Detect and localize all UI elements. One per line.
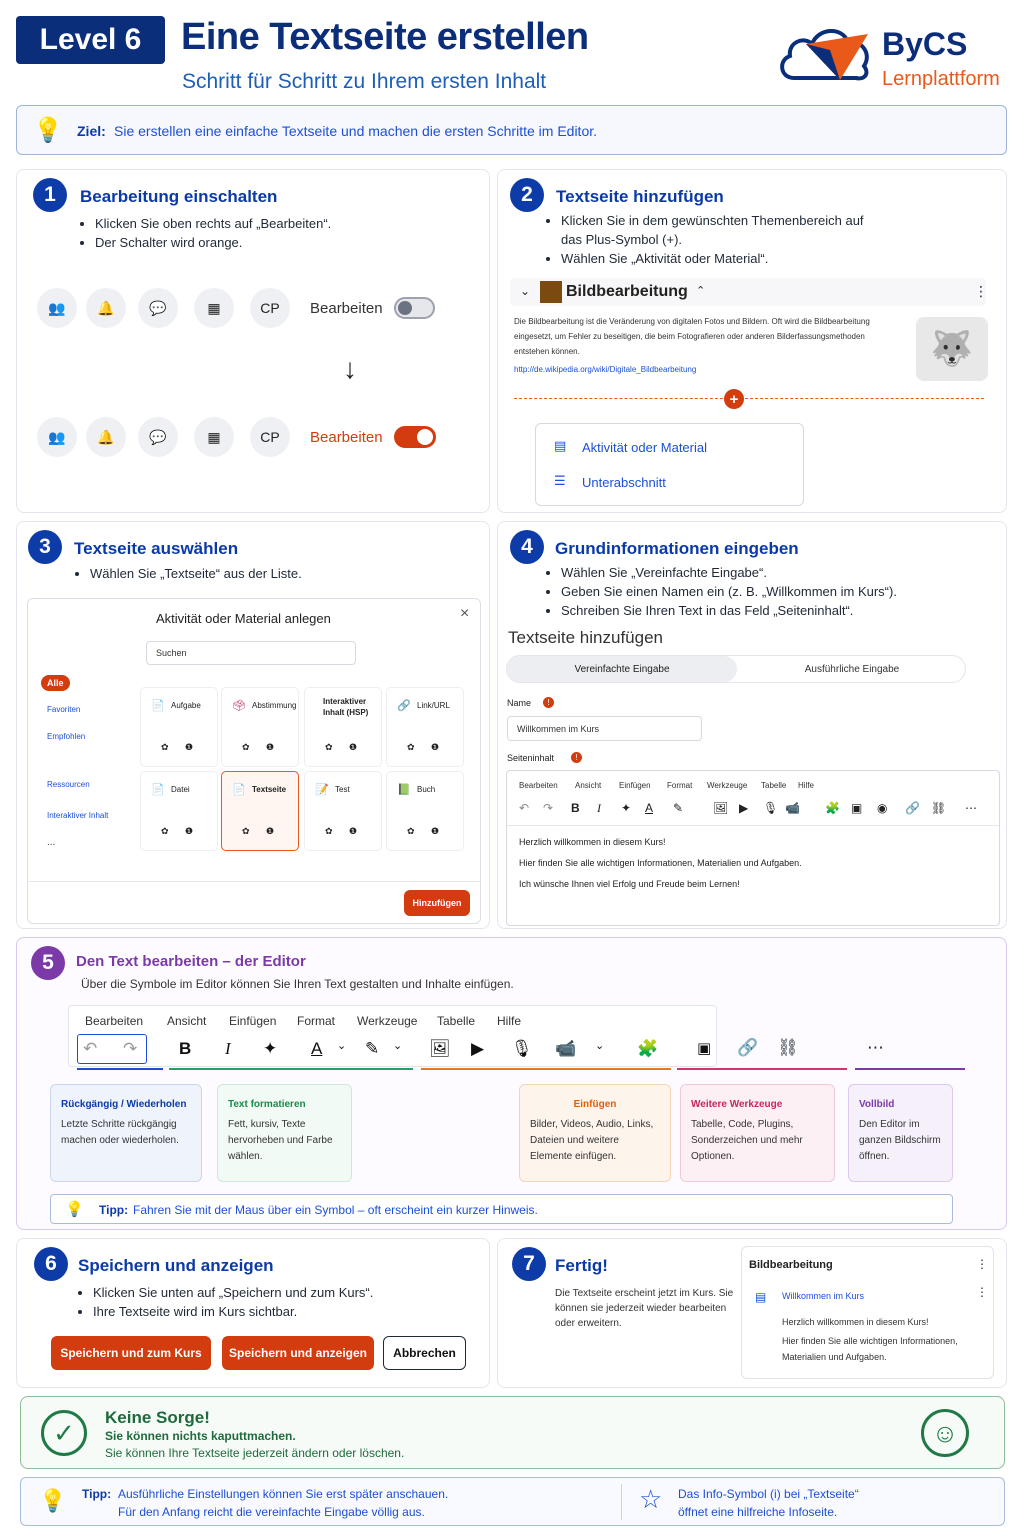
tile-label: Abstimmung (252, 701, 297, 710)
page-subtitle: Schritt für Schritt zu Ihrem ersten Inhalt (182, 70, 547, 93)
tip-label: Tipp: (99, 1203, 129, 1217)
step-number: 2 (510, 178, 544, 212)
cat-interactive[interactable]: Interaktiver Inhalt (47, 811, 109, 820)
tile-icon: 📄 (151, 700, 165, 712)
ai-sparkle-icon[interactable]: ✦ (263, 1039, 278, 1058)
footer-divider (621, 1484, 622, 1520)
group-bar-orange (421, 1068, 671, 1070)
goal-box (16, 105, 1007, 155)
info-icon[interactable]: ❶ (185, 742, 194, 752)
puzzle-icon[interactable]: 🧩 (637, 1039, 659, 1058)
gimp-image: 🐺 (916, 317, 988, 381)
bell-icon[interactable]: 🔔 (86, 288, 126, 328)
menu-hilfe[interactable]: Hilfe (497, 1014, 522, 1028)
chevron-down-icon[interactable]: ⌄ (393, 1040, 403, 1052)
step-6-card (16, 1238, 490, 1388)
italic-icon[interactable]: I (597, 801, 601, 815)
chat-icon[interactable]: 💬 (138, 288, 178, 328)
tab-detailed[interactable]: Ausführliche Eingabe (804, 663, 900, 675)
edit-toggle-on[interactable] (394, 426, 436, 448)
step-4-card (497, 521, 1007, 929)
step-number: 7 (512, 1247, 546, 1281)
chevron-up-icon[interactable]: ⌃ (696, 285, 706, 297)
legend-undo: Rückgängig / Wiederholen Letzte Schritte rückgängig machen oder wiederholen. (50, 1084, 202, 1182)
step-title: Fertig! (555, 1256, 608, 1275)
editor-line-2: Hier finden Sie alle wichtigen Informationen, Materialien und Aufgaben. (519, 858, 802, 868)
microphone-icon[interactable]: 🎙 (511, 1039, 533, 1058)
menu-ansicht[interactable]: Ansicht (167, 1014, 207, 1028)
bell-icon[interactable]: 🔔 (86, 417, 126, 457)
step-number: 6 (34, 1247, 68, 1281)
tile-book[interactable] (386, 771, 464, 851)
content-label: Seiteninhalt (507, 753, 555, 763)
menu-werkzeuge[interactable]: Werkzeuge (707, 781, 748, 790)
step-bullets: • Klicken Sie in dem gewünschten Themenbereich auf das Plus-Symbol (+). • Wählen Sie „Aktivität oder Material“. (545, 211, 885, 268)
text-color-icon[interactable]: A (645, 801, 654, 815)
tile-label: Datei (171, 785, 190, 794)
cloud-logo-icon (776, 20, 876, 86)
tile-icon: 📗 (397, 784, 411, 796)
microphone-icon[interactable]: 🎙 (763, 801, 779, 815)
brand-name: ByCS (882, 26, 968, 62)
list-icon: ☰ (554, 473, 566, 488)
highlight-icon[interactable]: ✎ (365, 1039, 380, 1058)
group-bar-blue (77, 1068, 163, 1070)
lightbulb-icon: 💡 (33, 117, 63, 144)
menu-einfügen[interactable]: Einfügen (229, 1014, 277, 1028)
legend-tools: Weitere Werkzeuge Tabelle, Code, Plugins, Sonderzeichen und mehr Optionen. (680, 1084, 835, 1182)
step-3-card (16, 521, 490, 929)
dialog-footer-divider (28, 881, 480, 882)
level-badge: Level 6 (16, 16, 165, 64)
redo-icon[interactable]: ↷ (123, 1039, 138, 1058)
tile-icon: 🗳 (232, 700, 246, 712)
step-title: Textseite auswählen (74, 539, 239, 558)
undo-icon[interactable]: ↶ (83, 1039, 98, 1058)
menu-ansicht[interactable]: Ansicht (575, 781, 602, 790)
name-label: Name (507, 698, 532, 708)
step-title: Textseite hinzufügen (556, 187, 724, 206)
name-input[interactable]: Willkommen im Kurs (507, 716, 702, 741)
close-icon[interactable]: × (460, 605, 470, 622)
info-icon[interactable]: ❶ (266, 826, 275, 836)
menu-format[interactable]: Format (297, 1014, 336, 1028)
cat-all[interactable]: Alle (41, 675, 70, 691)
section-title: Bildbearbeitung (749, 1259, 833, 1271)
group-bar-pink (677, 1068, 847, 1070)
tile-poll[interactable] (221, 687, 299, 767)
bold-icon[interactable]: B (179, 1039, 192, 1058)
info-icon[interactable]: ❶ (349, 742, 358, 752)
link-icon[interactable]: 🔗 (905, 801, 920, 815)
form-title: Textseite hinzufügen (508, 628, 663, 647)
video-icon[interactable]: 📹 (785, 801, 800, 815)
required-icon: ! (543, 697, 554, 708)
redo-icon[interactable]: ↷ (543, 801, 554, 815)
menu-werkzeuge[interactable]: Werkzeuge (357, 1014, 418, 1028)
star-icon[interactable]: ✿ (161, 826, 169, 836)
smiley-icon: ☺ (921, 1409, 969, 1457)
accessibility-icon[interactable]: ◉ (877, 801, 888, 815)
tile-label: Test (335, 785, 350, 794)
tile-label: Textseite (252, 785, 287, 794)
group-bar-green (169, 1068, 413, 1070)
activity-dialog (27, 598, 481, 924)
reassure-title: Keine Sorge! (105, 1408, 210, 1427)
dialog-title: Aktivität oder Material anlegen (156, 611, 331, 626)
avatar[interactable]: CP (250, 288, 290, 328)
step-1-card (16, 169, 490, 513)
step-7-card (497, 1238, 1007, 1388)
tile-textpage[interactable] (221, 771, 299, 851)
add-menu (535, 423, 804, 506)
reassure-bold: Sie können nichts kaputtmachen. (105, 1429, 296, 1443)
legend-format: Text formatieren Fett, kursiv, Texte hervorheben und Farbe wählen. (217, 1084, 352, 1182)
star-icon[interactable]: ✿ (242, 742, 250, 752)
menu-hilfe[interactable]: Hilfe (798, 781, 815, 790)
insert-divider (514, 398, 984, 399)
section-header (510, 278, 986, 306)
kebab-icon[interactable]: ⋮ (976, 1257, 988, 1271)
star-icon[interactable]: ✿ (407, 826, 415, 836)
lightbulb-icon: 💡 (65, 1201, 84, 1218)
editor-line-1: Herzlich willkommen in diesem Kurs! (519, 837, 666, 847)
step-bullets: • Wählen Sie „Vereinfachte Eingabe“. • Geben Sie einen Namen ein (z. B. „Willkommen im Kurs“). • Schreiben Sie Ihren Text in das Feld „Seiteninhalt“. (545, 563, 897, 620)
video-icon[interactable]: 📹 (555, 1039, 577, 1058)
info-icon[interactable]: ❶ (431, 826, 440, 836)
tile-label: Buch (417, 785, 436, 794)
cat-favorites[interactable]: Favoriten (47, 705, 81, 714)
search-input[interactable]: Suchen (146, 641, 356, 665)
tip-box (50, 1194, 953, 1224)
chat-icon[interactable]: 💬 (138, 417, 178, 457)
menu-bearbeiten[interactable]: Bearbeiten (519, 781, 558, 790)
save-display-button[interactable]: Speichern und anzeigen (222, 1336, 374, 1370)
tip-line-2: Für den Anfang reicht die vereinfachte Eingabe völlig aus. (118, 1505, 425, 1519)
step-bullets: • Klicken Sie unten auf „Speichern und zum Kurs“. • Ihre Textseite wird im Kurs sichtbar. (77, 1283, 373, 1321)
page-icon: ▤ (755, 1290, 767, 1304)
legend-fullscreen: Vollbild Den Editor im ganzen Bildschirm öffnen. (848, 1084, 953, 1182)
tile-interactive[interactable] (304, 687, 382, 767)
step-bullets: • Wählen Sie „Textseite“ aus der Liste. (74, 564, 302, 583)
step-number: 4 (510, 530, 544, 564)
tab-simple[interactable]: Vereinfachte Eingabe (507, 656, 737, 682)
tile-link[interactable] (386, 687, 464, 767)
step-title: Speichern und anzeigen (78, 1256, 274, 1275)
step-5-card (16, 937, 1007, 1230)
add-button[interactable]: Hinzufügen (404, 890, 470, 916)
reassure-text: Sie können Ihre Textseite jederzeit ändern oder löschen. (105, 1446, 405, 1460)
highlight-icon[interactable]: ✎ (673, 801, 684, 815)
info-line-2: öffnet eine hilfreiche Infoseite. (678, 1505, 838, 1519)
more-icon[interactable]: ⋯ (867, 1038, 884, 1057)
tile-test[interactable] (304, 771, 382, 851)
embed-icon[interactable]: ▣ (851, 801, 863, 815)
ai-sparkle-icon[interactable]: ✦ (621, 801, 632, 815)
page-title: Eine Textseite erstellen (181, 16, 589, 58)
star-icon[interactable]: ✿ (161, 742, 169, 752)
editor-toolbar-large (83, 1039, 712, 1059)
step-2-card (497, 169, 1007, 513)
image-icon[interactable]: 🖼 (713, 801, 729, 815)
tile-icon: 📄 (232, 784, 246, 796)
step-bullets: • Klicken Sie oben rechts auf „Bearbeiten“. • Der Schalter wird orange. (79, 214, 331, 252)
section-thumb (540, 281, 562, 303)
tile-label: Interaktiver Inhalt (HSP) (323, 697, 369, 717)
goal-label: Ziel: (77, 123, 106, 139)
editor-divider (507, 825, 999, 826)
lightbulb-icon: 💡 (39, 1488, 67, 1513)
step-subtitle: Über die Symbole im Editor können Sie Ihren Text gestalten und Inhalte einfügen. (81, 977, 514, 991)
check-circle-icon: ✓ (41, 1410, 87, 1456)
menu-einfügen[interactable]: Einfügen (619, 781, 651, 790)
step-title: Den Text bearbeiten – der Editor (76, 953, 306, 970)
save-return-button[interactable]: Speichern und zum Kurs (51, 1336, 211, 1370)
chevron-down-icon[interactable]: ⌄ (595, 1040, 605, 1052)
input-mode-tabs (506, 655, 966, 683)
tile-label: Link/URL (417, 701, 450, 710)
editor-mock (68, 1005, 717, 1067)
text-color-icon[interactable]: A (311, 1039, 323, 1058)
info-icon[interactable]: ❶ (266, 742, 275, 752)
puzzle-icon[interactable]: 🧩 (825, 801, 840, 815)
step-number: 3 (28, 530, 62, 564)
participants-icon[interactable]: 👥 (37, 417, 77, 457)
avatar[interactable]: CP (250, 417, 290, 457)
section-desc: Die Bildbearbeitung ist die Veränderung von digitalen Fotos und Bildern. Oft wird die Bildbearbeitung eingesetzt, um Fehler zu beseitigen, die beim Fotografieren oder anderen Bilderfassungsmethoden entstehen können. (514, 317, 870, 356)
bold-icon[interactable]: B (571, 801, 580, 815)
step-text: Die Textseite erscheint jetzt im Kurs. Sie können sie jederzeit wieder bearbeiten oder erweitern. (555, 1288, 734, 1329)
cat-resources[interactable]: Ressourcen (47, 780, 90, 789)
link-icon[interactable]: 🔗 (737, 1038, 759, 1057)
star-icon[interactable]: ✿ (325, 742, 333, 752)
step-number: 1 (33, 178, 67, 212)
footer-tip-box (20, 1477, 1005, 1526)
chevron-down-icon[interactable]: ⌄ (520, 284, 531, 298)
info-icon[interactable]: ❶ (431, 742, 440, 752)
course-preview (741, 1246, 994, 1379)
media-icon[interactable]: ▶ (471, 1039, 485, 1058)
unlink-icon[interactable]: ⛓ (931, 801, 947, 815)
plus-icon[interactable]: + (724, 389, 744, 409)
chevron-down-icon[interactable]: ⌄ (337, 1040, 347, 1052)
cancel-button[interactable]: Abbrechen (383, 1336, 466, 1370)
kebab-icon[interactable]: ⋮ (976, 1285, 988, 1299)
menu-item-activity[interactable]: Aktivität oder Material (582, 440, 707, 455)
star-icon[interactable]: ✿ (242, 826, 250, 836)
rich-editor (506, 770, 1000, 926)
info-icon[interactable]: ❶ (349, 826, 358, 836)
participants-icon[interactable]: 👥 (37, 288, 77, 328)
kebab-icon[interactable]: ⋮ (974, 283, 988, 299)
page-icon: ▤ (554, 438, 567, 453)
tile-assignment[interactable] (140, 687, 218, 767)
step-number: 5 (31, 946, 65, 980)
media-icon[interactable]: ▶ (739, 801, 749, 815)
more-icon[interactable]: ⋯ (965, 801, 977, 815)
preview-line-1: Herzlich willkommen in diesem Kurs! (782, 1317, 929, 1327)
tile-label: Aufgabe (171, 701, 201, 710)
preview-line-2: Hier finden Sie alle wichtigen Informationen, Materialien und Aufgaben. (782, 1336, 958, 1362)
tile-file[interactable] (140, 771, 218, 851)
tile-icon: 📄 (151, 784, 165, 796)
step-title: Grundinformationen eingeben (555, 539, 799, 558)
down-arrow-icon: ↓ (343, 353, 357, 384)
grid-icon[interactable]: ▦ (194, 288, 234, 328)
star-icon[interactable]: ✿ (407, 742, 415, 752)
cat-recommended[interactable]: Empfohlen (47, 732, 86, 741)
edit-label-off: Bearbeiten (310, 300, 383, 317)
embed-icon[interactable]: ▣ (697, 1040, 712, 1057)
menu-tabelle[interactable]: Tabelle (437, 1014, 476, 1028)
bycs-logo (776, 18, 1016, 90)
tip-label: Tipp: (82, 1487, 112, 1501)
menu-tabelle[interactable]: Tabelle (761, 781, 787, 790)
tip-line-1: Ausführliche Einstellungen können Sie erst später anschauen. (118, 1487, 449, 1501)
tile-icon: 📝 (315, 784, 329, 796)
star-icon: ☆ (639, 1484, 663, 1514)
brand-sub: Lernplattform (882, 68, 1000, 90)
editor-toolbar (517, 801, 987, 819)
image-icon[interactable]: 🖼 (429, 1039, 451, 1058)
edit-toggle-off[interactable] (394, 297, 435, 319)
italic-icon[interactable]: I (225, 1039, 231, 1058)
group-bar-purple (855, 1068, 965, 1070)
cat-more[interactable]: ... (47, 837, 56, 848)
menu-item-subsection[interactable]: Unterabschnitt (582, 475, 666, 490)
editor-line-3: Ich wünsche Ihnen viel Erfolg und Freude beim Lernen! (519, 879, 740, 889)
tile-icon: 🔗 (397, 700, 411, 712)
tip-text: Fahren Sie mit der Maus über ein Symbol – oft erscheint ein kurzer Hinweis. (133, 1203, 538, 1217)
section-link[interactable]: http://de.wikipedia.org/wiki/Digitale_Bildbearbeitung (514, 365, 697, 374)
menu-bearbeiten[interactable]: Bearbeiten (85, 1014, 144, 1028)
menu-format[interactable]: Format (667, 781, 693, 790)
info-icon[interactable]: ❶ (185, 826, 194, 836)
unlink-icon[interactable]: ⛓ (777, 1038, 799, 1057)
star-icon[interactable]: ✿ (325, 826, 333, 836)
section-title: Bildbearbeitung (566, 283, 688, 300)
undo-icon[interactable]: ↶ (519, 801, 530, 815)
page-link[interactable]: Willkommen im Kurs (782, 1291, 865, 1301)
reassure-box (20, 1396, 1005, 1469)
goal-text: Sie erstellen eine einfache Textseite und machen die ersten Schritte im Editor. (114, 123, 598, 139)
required-icon: ! (571, 752, 582, 763)
legend-insert: Einfügen Bilder, Videos, Audio, Links, Dateien und weitere Elemente einfügen. (519, 1084, 671, 1182)
info-line-1: Das Info-Symbol (i) bei „Textseite“ (678, 1487, 859, 1501)
grid-icon[interactable]: ▦ (194, 417, 234, 457)
edit-label-on: Bearbeiten (310, 429, 383, 446)
step-title: Bearbeitung einschalten (80, 187, 278, 206)
